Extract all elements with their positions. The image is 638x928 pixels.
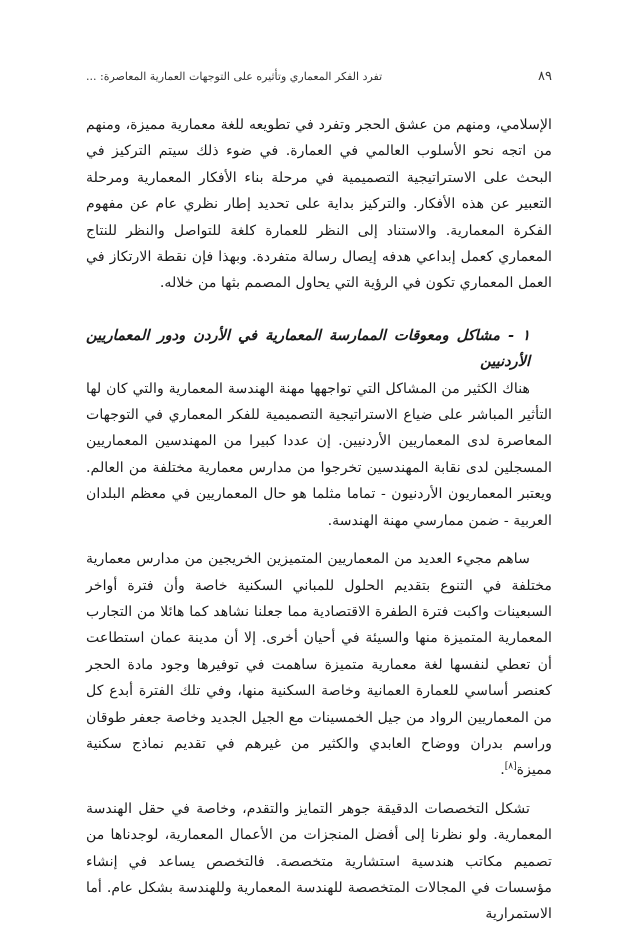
section-heading: ١ - مشاكل ومعوقات الممارسة المعمارية في الأردن ودور المعماريين الأردنيين <box>86 326 530 371</box>
page-body <box>86 112 552 928</box>
paragraph-1: الإسلامي، ومنهم من عشق الحجر وتفرد في تطويعه للغة معمارية مميزة، ومنهم من اتجه نحو الأسلوب العالمي في العمارة. في ضوء ذلك سيتم التركيز في البحث على الاستراتيجية التصميمية في مرحلة بناء الأفكار المعمارية ومرحلة التعبير عن هذه الأفكار. والتركيز بداية على تحديد إطار نظري عام عن مفهوم الفكرة المعمارية. والاستناد إلى النظر للعمارة كلغة للتواصل والنظر للنتاج المعماري كعمل إبداعي هدفه إيصال رسالة متفردة. وبهذا فإن نقطة الارتكاز في العمل المعماري تكون في الرؤية التي يحاول المصمم بثها من خلاله. <box>86 117 552 292</box>
page-number: ٨٩ <box>538 68 552 84</box>
page-header <box>86 66 552 86</box>
paragraph-4: تشكل التخصصات الدقيقة جوهر التمايز والتقدم، وخاصة في حقل الهندسة المعمارية. ولو نظرنا إلى أفضل المنجزات من الأعمال المعمارية، لوجدناها من تصميم مكاتب هندسية استشارية متخصصة. فالتخصص يساعد في إنشاء مؤسسات في المجالات المتخصصة للهندسة المعمارية وللهندسة بشكل عام. أما الاستمرارية <box>86 800 552 923</box>
paragraph-3-end: . <box>500 762 505 779</box>
spacer <box>86 784 552 796</box>
spacer <box>86 297 552 323</box>
paragraph-2: هناك الكثير من المشاكل التي تواجهها مهنة الهندسة المعمارية والتي كان لها التأثير المباشر على ضياع الاستراتيجية التصميمية للفكر المعماري في التوجهات المعاصرة لدى المعماريين الأردنيين. إن عددا كبيرا من المهندسين المعماريين المسجلين لدى نقابة المهندسين تخرجوا من مدارس معمارية مختلفة من العالم. ويعتبر المعماريون الأردنيون - تماما مثلما هو حال المعماريين في معظم البلدان العربية - ضمن ممارسي مهنة الهندسة. <box>86 380 552 529</box>
paragraph-3-text: ساهم مجيء العديد من المعماريين المتميزين الخريجين من مدارس معمارية مختلفة في التنوع بتقديم الحلول للمباني السكنية خاصة وأن فترة أواخر السبعينات واكبت فترة الطفرة الاقتصادية مما جعلنا نشاهد كما هائلا من التجارب المعمارية المتميزة منها والسيئة في أحيان أخرى. إلا أن مدينة عمان استطاعت أن تعطي لنفسها لغة معمارية متميزة ساهمت في توفيرها وجود مادة الحجر كعنصر أساسي للعمارة العمانية وخاصة السكنية منها، وفي تلك الفترة أبدع كل من المعماريين الرواد من جيل الخمسينات مع الجيل الجديد وخاصة جعفر طوقان وراسم بدران ووضاح العابدي والكثير من غيرهم في تقديم نماذج سكنية مميزة <box>86 551 552 779</box>
running-title: تفرد الفكر المعماري وتأثيره على التوجهات العمارية المعاصرة: ... <box>86 69 383 83</box>
citation-ref: [٨] <box>504 761 517 772</box>
paragraph-3 <box>86 546 552 784</box>
spacer <box>86 534 552 546</box>
